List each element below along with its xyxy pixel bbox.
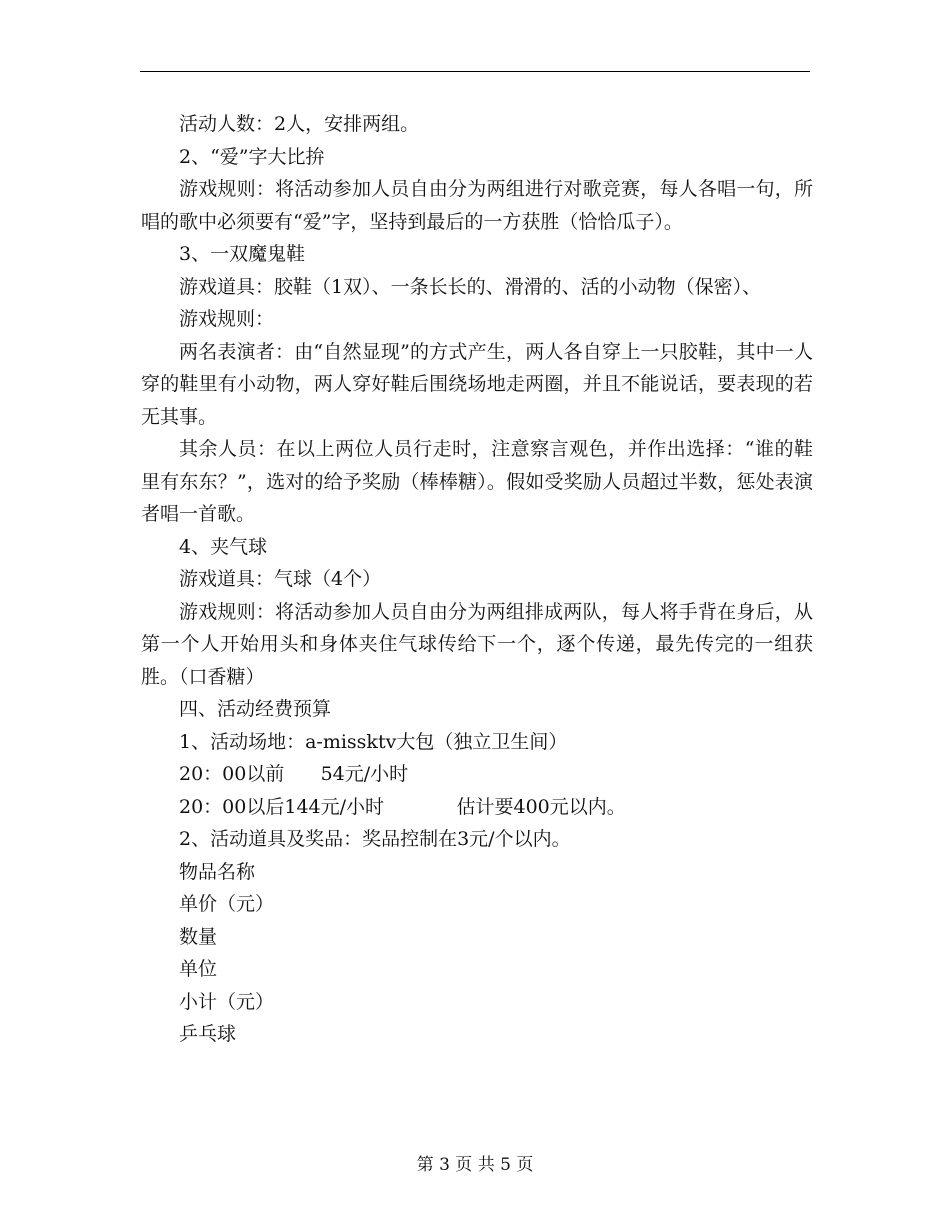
page-number-label: 第 3 页 共 5 页 [416, 1155, 534, 1175]
paragraph-love-song-rules: 游戏规则：将活动参加人员自由分为两组进行对歌竞赛，每人各唱一句，所唱的歌中必须要有“爱”字，坚持到最后的一方获胜（恰恰瓜子）。 [141, 178, 813, 233]
header-rule [140, 71, 810, 72]
paragraph-magic-shoes-rules-label: 游戏规则： [179, 308, 275, 330]
table-header-subtotal: 小计（元） [179, 990, 275, 1013]
table-header-unit-price: 单价（元） [179, 893, 275, 915]
page-footer [0, 1153, 950, 1177]
paragraph-venue: 1、活动场地：a-missktv大包（独立卫生间） [179, 730, 568, 753]
document-body [141, 108, 813, 1051]
heading-budget: 四、活动经费预算 [179, 698, 332, 720]
paragraph-balloon-rules: 游戏规则：将活动参加人员自由分为两组排成两队，每人将手背在身后，从第一个人开始用头和身体夹住气球传给下一个，逐个传递，最先传完的一组获胜。（口香糖） [141, 600, 813, 688]
paragraph-performers: 两名表演者：由“自然显现”的方式产生，两人各自穿上一只胶鞋，其中一人穿的鞋里有小动物，两人穿好鞋后围绕场地走两圈，并且不能说话，要表现的若无其事。 [141, 340, 813, 428]
table-header-item-name: 物品名称 [179, 860, 256, 883]
paragraph-magic-shoes-props: 游戏道具：胶鞋（1双）、一条长长的、滑滑的、活的小动物（保密）、 [179, 275, 762, 298]
paragraph-props-prizes: 2、活动道具及奖品：奖品控制在3元/个以内。 [179, 828, 571, 850]
paragraph-participants: 活动人数：2人，安排两组。 [179, 113, 420, 135]
heading-love-song-contest: 2、“爱”字大比拚 [179, 145, 325, 168]
heading-balloon-game: 4、夹气球 [179, 535, 268, 558]
heading-magic-shoes: 3、一双魔鬼鞋 [179, 243, 306, 265]
paragraph-other-participants: 其余人员：在以上两位人员行走时，注意察言观色，并作出选择：“谁的鞋里有东东？”，选对的给予奖励（棒棒糖）。假如受奖励人员超过半数，惩处表演者唱一首歌。 [141, 438, 813, 525]
paragraph-price-after-20: 20：00以后144元/小时 估计要400元以内。 [179, 795, 626, 818]
paragraph-balloon-props: 游戏道具：气球（4个） [179, 568, 382, 590]
table-header-unit: 单位 [179, 958, 218, 980]
paragraph-price-before-20: 20：00以前 54元/小时 [179, 763, 409, 785]
table-header-quantity: 数量 [179, 925, 218, 948]
table-cell-ping-pong: 乒乓球 [179, 1023, 237, 1045]
